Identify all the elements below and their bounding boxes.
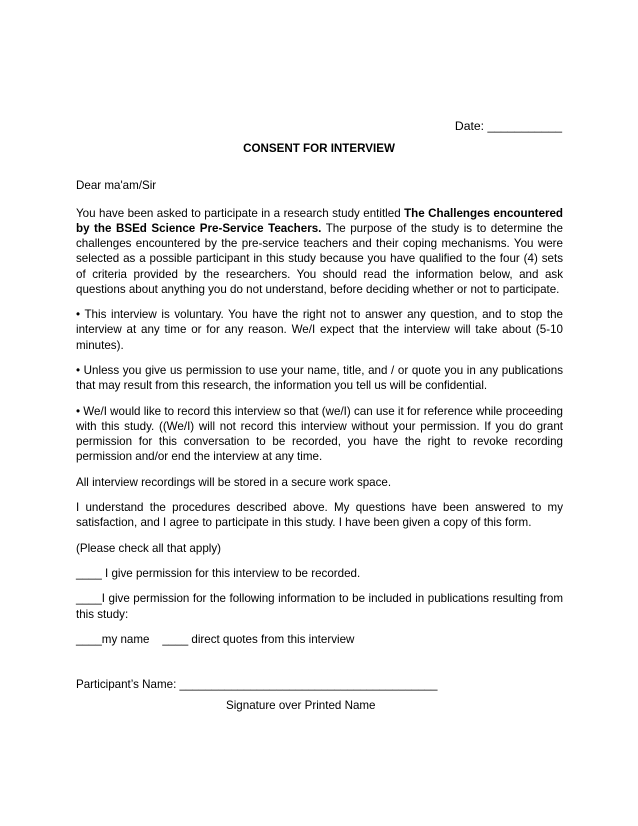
understanding-statement: I understand the procedures described above. My questions have been answered to my satisfaction, and I agree to participate in this study. I have been given a copy of this form. (76, 500, 563, 530)
date-line: Date: ___________ (454, 119, 562, 133)
form-body (76, 178, 563, 657)
bullet-recording: • We/I would like to record this interview so that (we/I) can use it for reference while proceeding with this study. ((We/I) will not record this interview without your permission. If you do grant permission for this conversation to be recorded, you have the right to revoke recording permission and/or end the interview at any time. (76, 404, 563, 464)
intro-paragraph (76, 206, 563, 297)
bullet-confidentiality: • Unless you give us permission to use your name, title, and / or quote you in any publications that may result from this research, the information you tell us will be confidential. (76, 364, 563, 393)
checkbox-name-and-quotes[interactable]: ____my name ____ direct quotes from this interview (76, 632, 355, 646)
check-instruction: (Please check all that apply) (76, 541, 221, 555)
participant-name-line[interactable]: Participant’s Name: ________________________________________ (76, 678, 438, 691)
intro-text-before: You have been asked to participate in a research study entitled (76, 206, 405, 220)
checkbox-publication-permission[interactable]: ____I give permission for the following information to be included in publications resulting from this study: (76, 592, 563, 621)
intro-text-after: The purpose of the study is to determine the challenges encountered by the pre-service teachers and their coping mechanisms. You were selected as a possible participant in this study because you have qualified to the four (4) sets of criteria provided by the researchers. You should read the information below, and ask questions about anything you do not understand, before deciding whether or not to participate. (76, 222, 563, 296)
form-title: CONSENT FOR INTERVIEW (243, 142, 395, 155)
salutation: Dear ma'am/Sir (76, 179, 157, 192)
checkbox-record-permission[interactable]: ____ I give permission for this interview to be recorded. (76, 566, 361, 580)
storage-note: All interview recordings will be stored in a secure work space. (76, 475, 392, 489)
bullet-voluntary: • This interview is voluntary. You have the right not to answer any question, and to stop the interview at any time or for any reason. We/I expect that the interview will take about (5-10 minutes). (76, 308, 563, 352)
signature-caption: Signature over Printed Name (226, 699, 376, 712)
study-title: The Challenges encountered by the BSEd Science Pre-Service Teachers. (76, 206, 564, 235)
